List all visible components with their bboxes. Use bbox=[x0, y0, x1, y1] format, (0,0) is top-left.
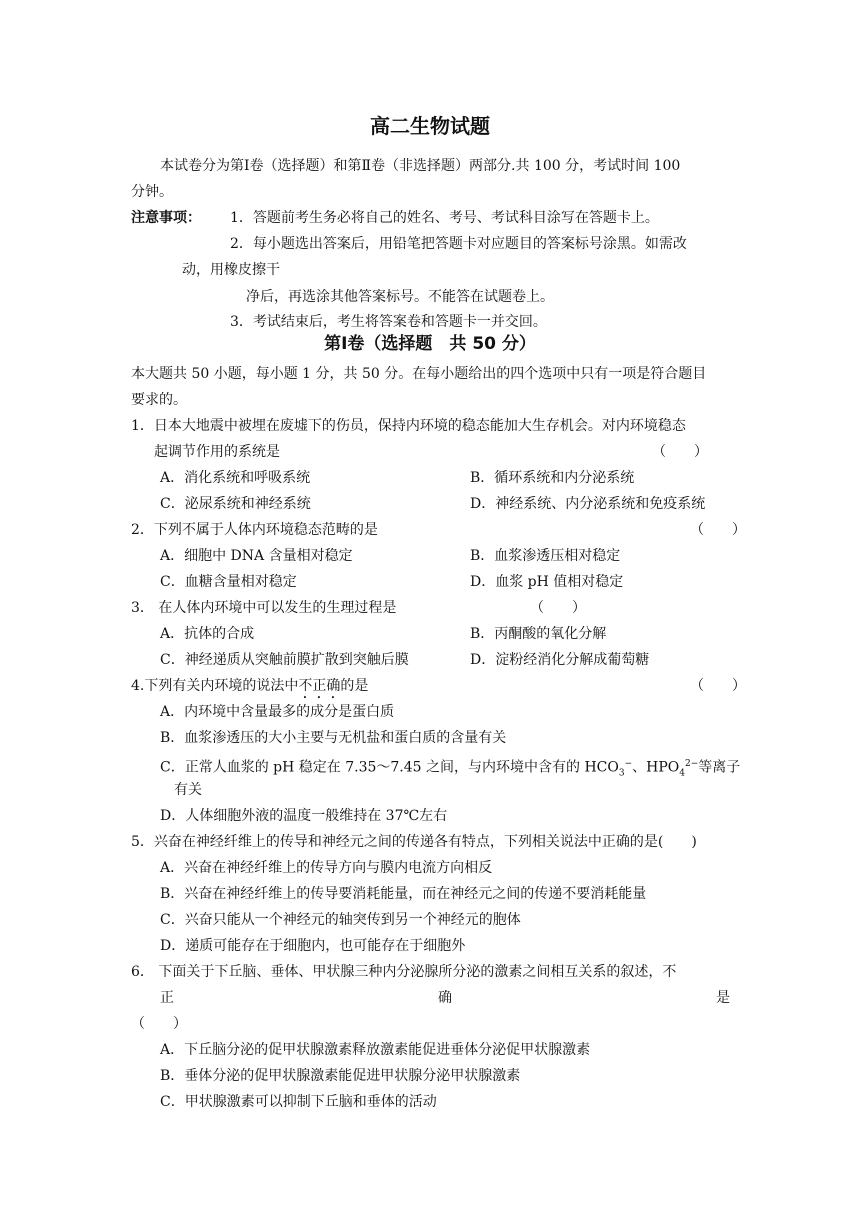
q1-stem-line-1: 1．日本大地震中被埋在废墟下的伤员，保持内环境的稳态能加大生存机会。对内环境稳态 bbox=[131, 418, 686, 434]
q3-stem: 3． 在人体内环境中可以发生的生理过程是 bbox=[131, 600, 397, 616]
q3-option-a: A．抗体的合成 bbox=[160, 626, 255, 642]
q6-answer-paren: （ ） bbox=[131, 1016, 187, 1032]
q4-stem-post: 的是 bbox=[340, 678, 369, 694]
q2-option-b: B．血浆渗透压相对稳定 bbox=[470, 548, 621, 564]
q6-option-a: A．下丘脑分泌的促甲状腺激素释放激素能促进垂体分泌促甲状腺激素 bbox=[160, 1042, 591, 1058]
q2-stem: 2．下列不属于人体内环境稳态范畴的是 bbox=[131, 522, 378, 538]
q4-stem-emphasis: 不正确 bbox=[298, 678, 341, 694]
q4-stem-pre: 4.下列有关内环境的说法中 bbox=[131, 678, 299, 694]
notes-item-3: 3．考试结束后，考生将答案卷和答题卡一并交回。 bbox=[230, 314, 547, 330]
q3-option-b: B．丙酮酸的氧化分解 bbox=[470, 626, 607, 642]
q1-option-b: B．循环系统和内分泌系统 bbox=[470, 470, 635, 486]
q4-answer-paren: （ ） bbox=[690, 678, 746, 694]
q6-word-3: 是 bbox=[716, 990, 730, 1006]
section-desc-line-2: 要求的。 bbox=[131, 392, 187, 408]
notes-item-1: 1．答题前考生务必将自己的姓名、考号、考试科目涂写在答题卡上。 bbox=[230, 210, 659, 226]
q2-option-d: D．血浆 pH 值相对稳定 bbox=[470, 574, 624, 590]
notes-item-2-line-3: 净后，再选涂其他答案标号。不能答在试题卷上。 bbox=[246, 289, 554, 305]
q4-option-c-line-2: 有关 bbox=[174, 782, 202, 798]
q4-option-c-sub2: 4 bbox=[679, 768, 685, 779]
q3-option-d: D．淀粉经消化分解成葡萄糖 bbox=[470, 652, 650, 668]
q4-option-c-sup1: − bbox=[624, 759, 633, 769]
q5-option-c: C．兴奋只能从一个神经元的轴突传到另一个神经元的胞体 bbox=[160, 912, 521, 928]
q4-stem bbox=[131, 676, 368, 702]
q2-option-a: A．细胞中 DNA 含量相对稳定 bbox=[160, 548, 353, 564]
q1-answer-paren: （ ） bbox=[652, 444, 708, 460]
notes-item-2-line-1: 2．每小题选出答案后，用铅笔把答题卡对应题目的答案标号涂黑。如需改 bbox=[230, 236, 687, 252]
q4-option-c-pre: C．正常人血浆的 pH 稳定在 7.35～7.45 之间，与内环境中含有的 HCO bbox=[160, 759, 619, 776]
q6-stem-line-1: 6． 下面关于下丘脑、垂体、甲状腺三种内分泌腺所分泌的激素之间相互关系的叙述，不 bbox=[131, 964, 677, 980]
q1-option-a: A．消化系统和呼吸系统 bbox=[160, 470, 311, 486]
q3-answer-paren: （ ） bbox=[530, 600, 586, 616]
q5-option-d: D．递质可能存在于细胞内，也可能存在于细胞外 bbox=[160, 938, 466, 954]
section-desc-line-1: 本大题共 50 小题，每小题 1 分，共 50 分。在每小题给出的四个选项中只有一项是符合题目 bbox=[131, 366, 707, 382]
notes-label: 注意事项： bbox=[131, 210, 201, 226]
notes-item-2-line-2: 动，用橡皮擦干 bbox=[182, 262, 280, 278]
q4-option-c-sub1: 3 bbox=[618, 768, 625, 779]
q4-option-c-mid: 、HPO bbox=[632, 759, 680, 776]
q4-option-c-sup2: 2− bbox=[685, 759, 699, 769]
section-heading: 第Ⅰ卷（选择题 共 50 分） bbox=[324, 334, 536, 354]
q2-answer-paren: （ ） bbox=[690, 522, 746, 538]
q4-option-a: A．内环境中含量最多的成分是蛋白质 bbox=[160, 704, 395, 720]
q6-option-c: C．甲状腺激素可以抑制下丘脑和垂体的活动 bbox=[160, 1094, 437, 1110]
q6-word-1: 正 bbox=[160, 990, 174, 1006]
q1-stem-line-2: 起调节作用的系统是 bbox=[154, 444, 280, 460]
q6-word-2: 确 bbox=[438, 990, 452, 1006]
q2-option-c: C．血糖含量相对稳定 bbox=[160, 574, 297, 590]
q4-option-c bbox=[160, 754, 740, 783]
q5-option-a: A．兴奋在神经纤维上的传导方向与膜内电流方向相反 bbox=[160, 860, 493, 876]
q6-option-b: B．垂体分泌的促甲状腺激素能促进甲状腺分泌甲状腺激素 bbox=[160, 1068, 521, 1084]
q6-stem-line-2 bbox=[160, 988, 730, 1008]
intro-line-1: 本试卷分为第Ⅰ卷（选择题）和第Ⅱ卷（非选择题）两部分.共 100 分，考试时间 100 bbox=[160, 158, 681, 174]
q5-option-b: B．兴奋在神经纤维上的传导要消耗能量，而在神经元之间的传递不要消耗能量 bbox=[160, 886, 647, 902]
q4-option-b: B．血浆渗透压的大小主要与无机盐和蛋白质的含量有关 bbox=[160, 730, 507, 746]
q5-stem: 5．兴奋在神经纤维上的传导和神经元之间的传递各有特点，下列相关说法中正确的是( ) bbox=[131, 834, 697, 850]
q4-option-d: D．人体细胞外液的温度一般维持在 37℃左右 bbox=[160, 808, 448, 824]
q4-option-c-post: 等离子 bbox=[698, 759, 741, 776]
page-title: 高二生物试题 bbox=[370, 114, 490, 138]
intro-line-2: 分钟。 bbox=[131, 184, 173, 200]
q3-option-c: C．神经递质从突触前膜扩散到突触后膜 bbox=[160, 652, 409, 668]
q1-option-c: C．泌尿系统和神经系统 bbox=[160, 496, 311, 512]
q1-option-d: D．神经系统、内分泌系统和免疫系统 bbox=[470, 496, 706, 512]
